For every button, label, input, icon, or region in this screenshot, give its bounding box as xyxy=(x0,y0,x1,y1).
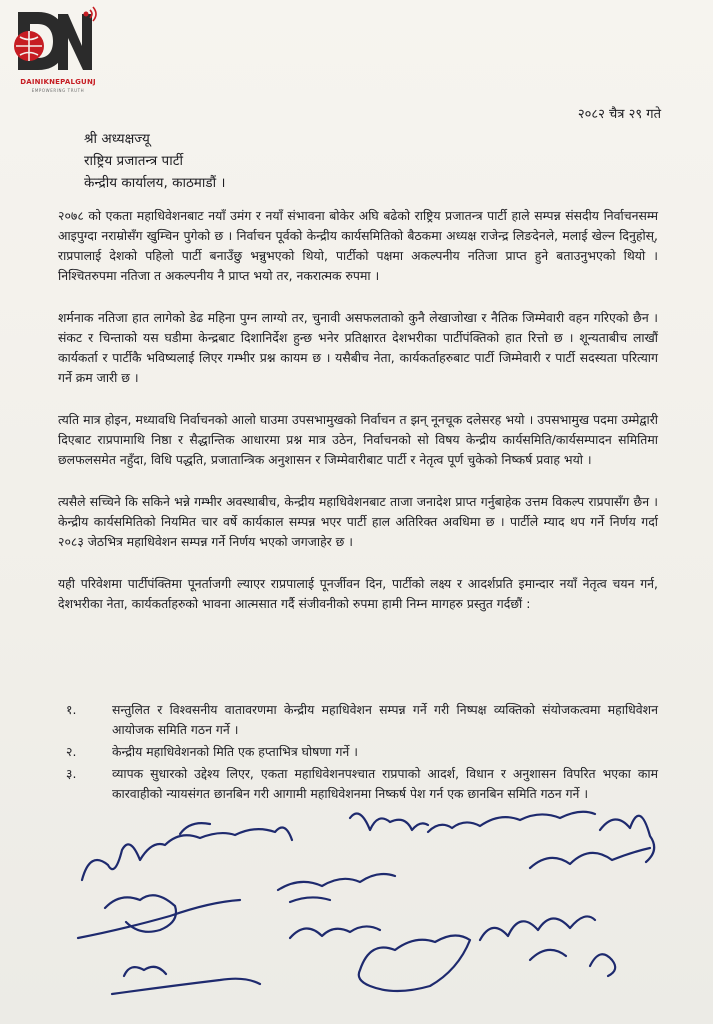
demand-number: १. xyxy=(66,702,77,717)
demand-item xyxy=(58,700,658,740)
body-paragraph: यही परिवेशमा पार्टीपंक्तिमा पूनर्ताजगी ल्याएर राप्रपालाई पूनर्जीवन दिन, पार्टीको लक्ष्य र आदर्शप्रति इमान्दार नयाँ नेतृत्व चयन गर्न, देशभरीका नेता, कार्यकर्ताहरुको भावना आत्मसात गर्दै संजीवनीको रुपमा हामी निम्न मागहरु प्रस्तुत गर्दछौं : xyxy=(58,576,658,611)
logo-brand-name: DAINIKNEPALGUNJ xyxy=(20,78,96,86)
demand-number: ३. xyxy=(66,766,77,781)
demand-number: २. xyxy=(66,744,77,759)
demand-text: व्यापक सुधारको उद्देश्य लिएर, एकता महाधिवेशनपश्चात राप्रपाको आदर्श, विधान र अनुशासन विपरित भएका काम कारवाहीको न्यायसंगत छानबिन गरी आगामी महाधिवेशनमा निष्कर्ष पेश गर्न एक छानबिन समिति गठन गर्ने । xyxy=(112,766,658,801)
logo-tagline: EMPOWERING TRUTH xyxy=(31,88,85,93)
handwritten-signatures xyxy=(60,790,700,1024)
letter-body xyxy=(58,206,658,634)
logo-dn-mark xyxy=(8,6,100,80)
recipient-block xyxy=(84,128,226,194)
body-paragraph: त्यति मात्र होइन, मध्यावधि निर्वाचनको आलो घाउमा उपसभामुखको निर्वाचन त झन् नूनचूक दलेसरह भयो । उपसभामुख पदमा उम्मेद्वारी दिएबाट राप्रपामाथि निष्ठा र सैद्धान्तिक आधारमा प्रश्न मात्र उठेन, निर्वाचनको सो विषय केन्द्रीय कार्यसमिति/कार्यसम्पादन समितिमा छलफलसमेत नहुँदा, विधि पद्धति, प्रजातान्त्रिक अनुशासन र जिम्मेवारीबाट पार्टी र नेतृत्व पूर्ण चुकेको निष्कर्ष प्रवाह भयो । xyxy=(58,412,658,467)
recipient-line: राष्ट्रिय प्रजातन्त्र पार्टी xyxy=(84,153,184,169)
recipient-line: श्री अध्यक्षज्यू xyxy=(84,131,150,147)
body-paragraph: शर्मनाक नतिजा हात लागेको डेढ महिना पुग्न लाग्यो तर, चुनावी असफलताको कुनै लेखाजोखा र नैतिक जिम्मेवारी वहन गरिएको छैन । संकट र चिन्ताको यस घडीमा केन्द्रबाट दिशानिर्देश हुन्छ भनेर प्रतिक्षारत देशभरीका पार्टीपंक्तिको हात रित्तो छ । शून्यताबीच लाखौं कार्यकर्ता र पार्टीकै भविष्यलाई लिएर गम्भीर प्रश्न कायम छ । यसैबीच नेता, कार्यकर्ताहरुबाट पार्टी जिम्मेवारी र पार्टी सदस्यता परित्याग गर्ने क्रम जारी छ । xyxy=(58,310,658,385)
demand-text: सन्तुलित र विश्वसनीय वातावरणमा केन्द्रीय महाधिवेशन सम्पन्न गर्ने गरी निष्पक्ष व्यक्तिको संयोजकत्वमा महाधिवेशन आयोजक समिति गठन गर्ने । xyxy=(112,702,658,737)
recipient-line: केन्द्रीय कार्यालय, काठमाडौं । xyxy=(84,175,226,191)
demand-item xyxy=(58,742,658,762)
body-paragraph: त्यसैले सच्चिने कि सकिने भन्ने गम्भीर अवस्थाबीच, केन्द्रीय महाधिवेशनबाट ताजा जनादेश प्राप्त गर्नुबाहेक उत्तम विकल्प राप्रपासँग छैन । केन्द्रीय कार्यसमितिको नियमित चार वर्षे कार्यकाल सम्पन्न भएर पार्टी हाल अतिरिक्त अवधिमा छ । पार्टीले म्याद थप गर्ने निर्णय गर्दा २०८३ जेठभित्र महाधिवेशन सम्पन्न गर्ने निर्णय भएको जगजाहेर छ । xyxy=(58,494,658,549)
signatures-area xyxy=(60,790,700,1024)
letter-date: २०८२ चैत्र २९ गते xyxy=(577,107,661,122)
dainik-nepalgunj-logo xyxy=(8,6,100,96)
body-paragraph: २०७८ को एकता महाधिवेशनबाट नयाँ उमंग र नयाँ संभावना बोकेर अघि बढेको राष्ट्रिय प्रजातन्त्र पार्टी हाले सम्पन्न संसदीय निर्वाचनसम्म आइपुग्दा नराम्रोसँग खुम्चिन पुगेको छ । निर्वाचन पूर्वको केन्द्रीय कार्यसमितिको बैठकमा अध्यक्ष राजेन्द्र लिङदेनले, मलाई खेल्न दिनुहोस्, राप्रपालाई देशको पहिलो पार्टी बनाउँछु भन्नुभएको थियो, पार्टीको पक्षमा अकल्पनीय नतिजा प्राप्त हुने बताउनुभएको थियो । निश्चितरुपमा नतिजा त अकल्पनीय नै प्राप्त भयो तर, नकरात्मक रुपमा । xyxy=(58,208,658,283)
demand-text: केन्द्रीय महाधिवेशनको मिति एक हप्ताभित्र घोषणा गर्ने । xyxy=(112,744,358,759)
